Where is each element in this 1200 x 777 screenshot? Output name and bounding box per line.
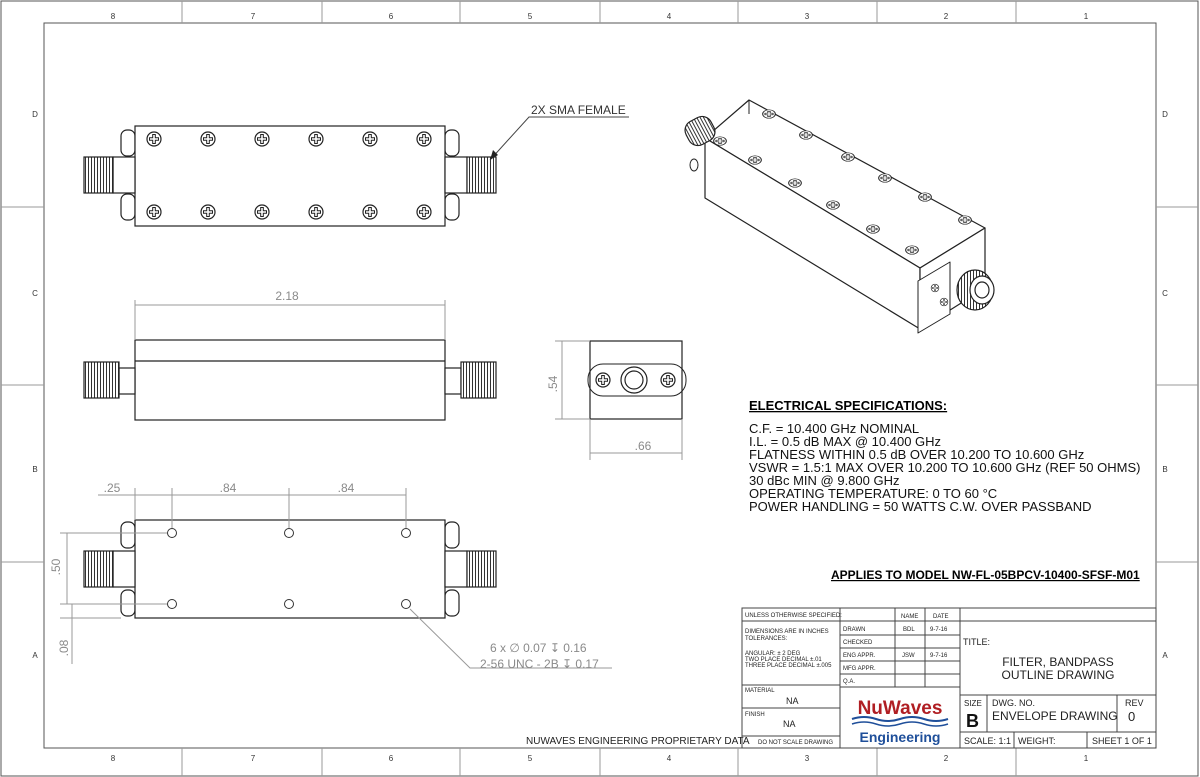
drawing-number: ENVELOPE DRAWING [992,709,1118,723]
drawn-label: DRAWN [843,627,866,633]
spec-list [749,421,1140,514]
weight-label: WEIGHT: [1018,736,1056,746]
edge-offset-callout: .08 [57,639,71,657]
row-label: D [1162,110,1168,119]
hole-icon [168,529,177,538]
top-view [84,126,496,226]
col-label: 5 [527,12,533,21]
col-label: 4 [666,754,672,763]
spec-line: C.F. = 10.400 GHz NOMINAL [749,421,920,436]
screw-icon [309,132,323,146]
title-block-right [963,637,1152,746]
finish-label: FINISH [745,712,765,718]
sheet-number: SHEET 1 OF 1 [1092,736,1152,746]
hole-icon [402,600,411,609]
company-logo [852,698,948,745]
no-scale-note: DO NOT SCALE DRAWING [758,740,834,746]
hole-pitch-callout: .84 [337,481,355,495]
screw-icon [417,132,431,146]
col-label: 3 [804,754,810,763]
drawing-title: FILTER, BANDPASS [1002,655,1114,669]
hole-icon [285,529,294,538]
qa-label: Q.A. [843,679,856,685]
logo-subtitle: Engineering [859,729,941,745]
hole-pitch-callout: .84 [219,481,237,495]
screw-icon [255,205,269,219]
connector-leader [490,117,629,160]
date-header: DATE [933,614,949,620]
model-note: APPLIES TO MODEL NW-FL-05BPCV-10400-SFSF-M01 [831,568,1140,582]
units-note: DIMENSIONS ARE IN INCHES [745,629,829,635]
screw-icon [763,110,776,118]
hole-offset-callout: .25 [103,481,121,495]
angular-tolerance: ANGULAR: ± 2 DEG [745,651,801,657]
scale-value: SCALE: 1:1 [964,736,1012,746]
spec-line: VSWR = 1.5:1 MAX OVER 10.200 TO 10.600 GHz (REF 50 OHMS) [749,460,1141,475]
material-label: MATERIAL [745,688,775,694]
row-label: B [32,465,38,474]
col-label: 2 [943,12,949,21]
eng-approval-name: JSW [902,653,915,659]
row-label: C [1162,289,1168,298]
row-label: A [1162,651,1168,660]
drawn-name: BDL [903,627,915,633]
screw-icon [309,205,323,219]
isometric-view [682,100,994,333]
logo-wordmark: NuWaves [857,698,943,719]
screw-icon [879,174,892,182]
col-label: 6 [388,754,394,763]
material-value: NA [786,696,799,706]
screw-icon [417,205,431,219]
col-label: 1 [1083,754,1089,763]
name-header: NAME [901,614,919,620]
screw-icon [842,153,855,161]
size-value: B [966,711,979,731]
row-label: A [32,651,38,660]
proprietary-note: NUWAVES ENGINEERING PROPRIETARY DATA [526,736,750,747]
screw-icon [714,137,727,145]
col-label: 1 [1083,12,1089,21]
col-label: 3 [804,12,810,21]
connector-callout: 2X SMA FEMALE [531,103,626,117]
length-dimension [135,300,445,340]
screw-icon [363,132,377,146]
row-spacing-callout: .50 [49,558,63,576]
eng-approval-label: ENG APPR. [843,653,876,659]
col-label: 5 [527,754,533,763]
three-place-tolerance: THREE PLACE DECIMAL ±.005 [745,663,832,669]
row-label: B [1162,465,1168,474]
spec-line: POWER HANDLING = 50 WATTS C.W. OVER PASSBAND [749,499,1092,514]
finish-value: NA [783,719,796,729]
size-label: SIZE [964,699,982,708]
eng-approval-date: 9-7-16 [930,653,948,659]
screw-icon [931,284,939,292]
screw-icon [867,225,880,233]
col-label: 7 [250,754,256,763]
drawn-date: 9-7-16 [930,627,948,633]
screw-icon [959,216,972,224]
length-callout: 2.18 [275,289,299,303]
col-label: 4 [666,12,672,21]
two-place-tolerance: TWO PLACE DECIMAL ±.01 [745,657,822,663]
tolerance-header: UNLESS OTHERWISE SPECIFIED: [745,613,842,619]
checked-label: CHECKED [843,640,873,646]
wave-icon [852,722,948,726]
hole-note: 2-56 UNC - 2B ↧ 0.17 [480,657,599,671]
screw-icon [919,193,932,201]
screw-icon [789,179,802,187]
spec-heading: ELECTRICAL SPECIFICATIONS: [749,398,948,413]
screw-icon [147,205,161,219]
spec-line: OPERATING TEMPERATURE: 0 TO 60 °C [749,486,998,501]
screw-icon [906,246,919,254]
spec-line: FLATNESS WITHIN 0.5 dB OVER 10.200 TO 10.600 GHz [749,447,1085,462]
drawing-title: OUTLINE DRAWING [1001,668,1115,682]
screw-icon [201,205,215,219]
spec-line: 30 dBc MIN @ 9.800 GHz [749,473,900,488]
mfg-approval-label: MFG APPR. [843,666,876,672]
title-block-text [745,613,949,746]
row-label: C [32,289,38,298]
revision-value: 0 [1128,709,1136,724]
screw-icon [363,205,377,219]
screw-icon [661,373,675,387]
col-label: 2 [943,754,949,763]
revision-label: REV [1125,698,1144,708]
tolerance-label: TOLERANCES: [745,636,788,642]
screw-icon [147,132,161,146]
spec-line: I.L. = 0.5 dB MAX @ 10.400 GHz [749,434,942,449]
drawing-number-label: DWG. NO. [992,698,1035,708]
screw-icon [749,156,762,164]
hole-icon [168,600,177,609]
height-callout: .54 [546,375,560,393]
hole-note: 6 x ∅ 0.07 ↧ 0.16 [490,641,587,655]
screw-icon [255,132,269,146]
width-callout: .66 [634,439,652,453]
hole-icon [285,600,294,609]
col-label: 8 [110,754,116,763]
col-label: 6 [388,12,394,21]
row-label: D [32,110,38,119]
screw-icon [596,373,610,387]
col-label: 7 [250,12,256,21]
screw-icon [800,131,813,139]
side-view [84,340,496,420]
col-label: 8 [110,12,116,21]
screw-icon [827,201,840,209]
screw-icon [940,298,948,306]
title-label: TITLE: [963,637,991,647]
hole-icon [402,529,411,538]
screw-icon [201,132,215,146]
